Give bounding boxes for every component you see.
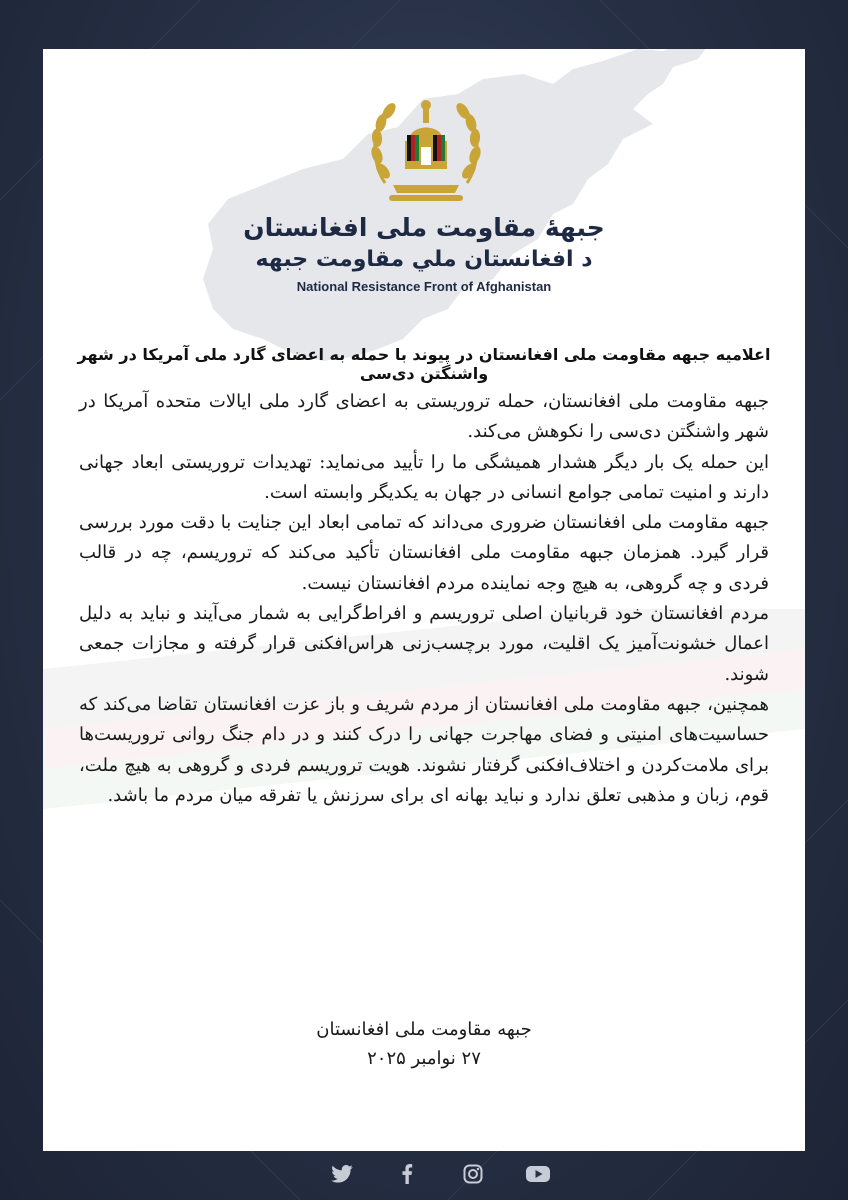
statement-paragraph: جبهه مقاومت ملی افغانستان ضروری می‌داند که تمامی ابعاد این جنایت با دقت مورد بررسی قرار گیرد. همزمان جبهه مقاومت ملی افغانستان تأکید می‌کند که تروریسم، چه در قالب فردی و چه گروهی، به هیچ وجه نماینده مردم افغانستان نیست. (79, 512, 769, 594)
statement-paragraph: مردم افغانستان خود قربانیان اصلی تروریسم و افراط‌گرایی به شمار می‌آیند و نباید به دلیل اعمال خشونت‌آمیز یک اقلیت، مورد برچسب‌زنی هراس‌افکنی قرار گرفته و مجازات جمعی شوند. (79, 603, 769, 685)
statement-paragraph: همچنین، جبهه مقاومت ملی افغانستان از مردم شریف و باز عزت افغانستان تقاضا می‌کند که حساسیت‌های امنیتی و فضای مهاجرت جهانی را درک کنند و در دام جنگ روانی تروریست‌ها برای ملامت‌کردن و اختلاف‌افکنی گرفتار نشوند. هویت تروریسم فردی و گروهی به هیچ ملت، قوم، زبان و مذهبی تعلق ندارد و نباید بهانه ای برای سرزنش یا تفرقه میان مردم ما باشد. (79, 693, 769, 806)
twitter-icon[interactable] (330, 1163, 354, 1185)
social-links (330, 1162, 550, 1186)
nrf-emblem (363, 83, 489, 209)
statement-headline: اعلامیه جبهه مقاومت ملی افغانستان در پیوند با حمله به اعضای گارد ملی آمریکا در شهر واشنگتن دی‌سی (77, 345, 771, 383)
facebook-icon[interactable] (395, 1163, 419, 1185)
statement-paragraph: جبهه مقاومت ملی افغانستان، حمله تروریستی به اعضای گارد ملی ایالات متحده آمریکا در شهر واشنگتن دی‌سی را نکوهش می‌کند. (79, 391, 769, 443)
signature-org-name: جبهه مقاومت ملی افغانستان (316, 1019, 532, 1040)
statement-date: ۲۷ نوامبر ۲۰۲۵ (367, 1048, 481, 1069)
statement-signature-block (43, 1015, 805, 1073)
org-name-pashto: د افغانستان ملي مقاومت جبهه (255, 247, 593, 272)
org-name-english: National Resistance Front of Afghanistan (296, 279, 552, 294)
statement-paragraph: این حمله یک بار دیگر هشدار همیشگی ما را تأیید می‌نماید: تهدیدات تروریستی ابعاد جهانی دارند و امنیت تمامی جوامع انسانی در جهان به یکدیگر وابسته است. (79, 451, 769, 503)
statement-body (79, 387, 769, 811)
org-name-dari: جبههٔ مقاومت ملی افغانستان (243, 213, 605, 242)
statement-paper (43, 49, 805, 1151)
youtube-icon[interactable] (526, 1163, 550, 1185)
instagram-icon[interactable] (461, 1163, 485, 1185)
